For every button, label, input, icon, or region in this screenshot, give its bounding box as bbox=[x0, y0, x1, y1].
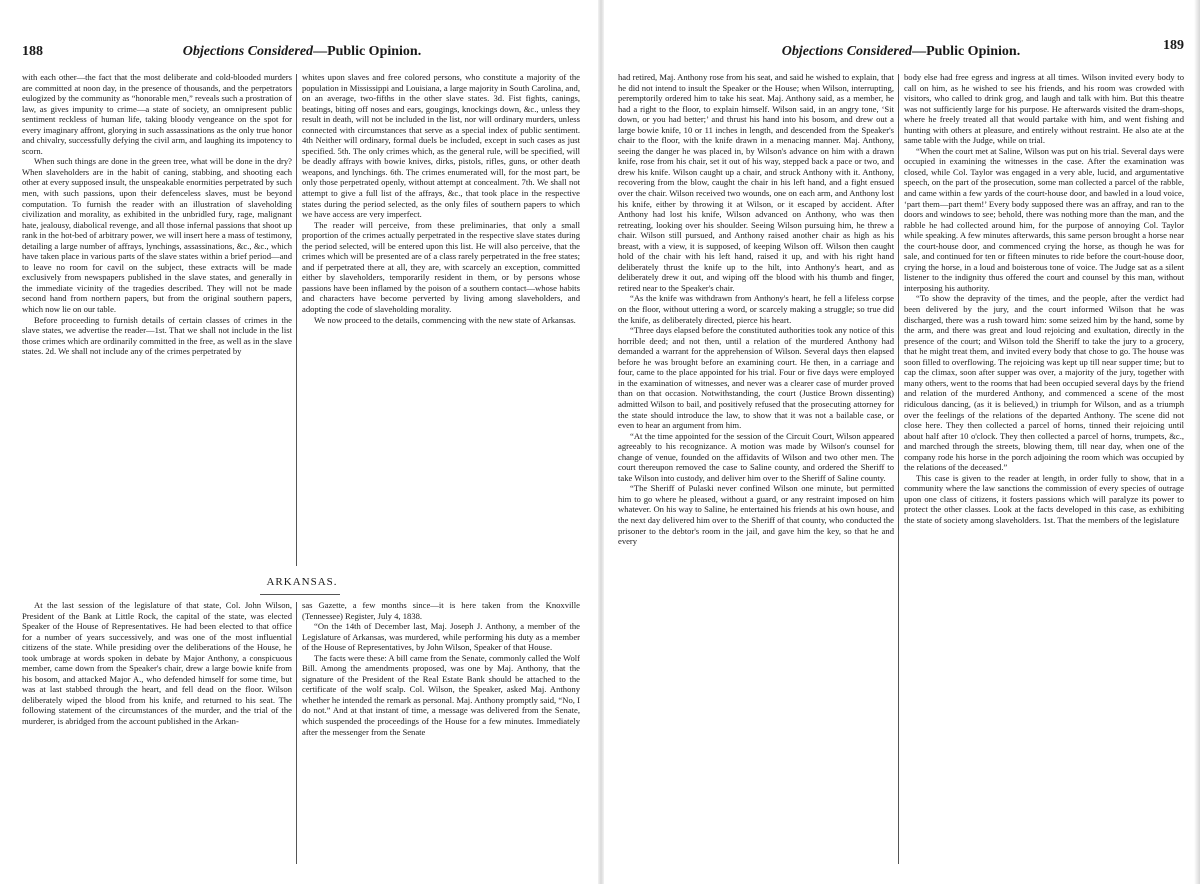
right-column-top bbox=[302, 72, 580, 572]
right-page-header bbox=[618, 38, 1184, 66]
running-title bbox=[618, 44, 1184, 60]
left-column bbox=[618, 72, 894, 872]
left-column-bottom bbox=[22, 600, 292, 870]
left-page bbox=[0, 0, 598, 884]
running-title-main: Objections Considered bbox=[781, 44, 913, 59]
paragraph: sas Gazette, a few months since—it is here taken from the Knoxville (Tennessee) Register, July 4, 1838. bbox=[302, 600, 580, 621]
paragraph: “Three days elapsed before the constituted authorities took any notice of this horrible deed; and not then, until a relation of the murdered Anthony had demanded a warrant for the apprehension of Wilson. Several days then elapsed before he was brought before an examining court. He then, in a carriage and four, came to the place appointed for his trial. Four or five days were employed in the examination of witnesses, and never was a clearer case of murder proved than on that occasion. Notwithstanding, the court (Justice Brown dissenting) admitted Wilson to bail, and positively refused that the prosecuting attorney for the state should introduce the law, to show that it was not a bailable case, or even to hear an argument from him. bbox=[618, 325, 894, 431]
paragraph: When such things are done in the green tree, what will be done in the dry? When slaveholders are in the habit of caning, stabbing, and shooting each other at every supposed insult, the unspeakable enormities perpetrated by such men, with such passions, upon their defenceless slaves, must be beyond computation. To furnish the reader with an illustration of slaveholding civilization and morality, as exhibited in the unbridled fury, rage, malignant hate, jealousy, diabolical revenge, and all those infernal passions that shoot up rank in the hot-bed of arbitrary power, we will insert here a mass of testimony, detailing a large number of affrays, lynchings, assassinations, &c., &c., which have taken place in various parts of the slave states within a brief period—and to leave no room for cavil on the subject, these extracts will be made exclusively from newspapers published in the slave states, and generally in the immediate vicinity of the tragedies described. They will not be made second hand from northern papers, but from the original southern papers, which now lie on our table. bbox=[22, 156, 292, 315]
paragraph: had retired, Maj. Anthony rose from his seat, and said he wished to explain, that he did not intend to insult the Speaker or the House; when Wilson, interrupting, peremptorily ordered him to take his seat. Maj. Anthony said, as a member, he had a right to the floor, to explain himself. Wilson said, in an angry tone, ‘Sit down, or you had better;’ and thrust his hand into his bosom, and drew out a large bowie knife, 10 or 11 inches in length, and descended from the Speaker's chair to the floor, with the knife drawn in a menacing manner. Maj. Anthony, seeing the danger he was placed in, by Wilson's advance on him with a drawn knife, rose from his chair, set it out of his way, stepped back a pace or two, and drew his knife. Wilson caught up a chair, and struck Anthony with it. Anthony, recovering from the blow, caught the chair in his left hand, and a fight ensued over the chair. Wilson received two wounds, one on each arm, and Anthony lost his knife, either by throwing it at Wilson, or it escaped by accident. After Anthony had lost his knife, Wilson advanced on Anthony, who was then retreating, looking over his shoulder. Seeing Wilson pursuing him, he threw a chair. Wilson still pursued, and Anthony raised another chair as high as his breast, with a view, it is supposed, of keeping Wilson off. Wilson then caught hold of the chair with his left hand, raised it up, and with his right hand deliberately thrust the knife up to the hilt, into Anthony's heart, and as deliberately drew it out, and wiping off the blood with his thumb and finger, retired near to the Speaker's chair. bbox=[618, 72, 894, 293]
scan-edge-shadow bbox=[1194, 0, 1200, 884]
paragraph: “When the court met at Saline, Wilson was put on his trial. Several days were occupied in examining the witnesses in the case. After the examination was closed, while Col. Taylor was engaged in a very able, lucid, and argumentative speech, on the part of the prosecution, some man collected a parcel of the rabble, and came within a few yards of the court-house door, and bawled in a loud voice, ‘part them—part them!’ Every body supposed there was an affray, and ran to the doors and windows to see; behold, there was nothing more than the man, and the rabble he had collected around him, for the purpose of annoying Col. Taylor while speaking. A few minutes afterwards, this same person brought a horse near the court-house door, and commenced crying the horse, as though he was for sale, and continued for ten or fifteen minutes to ride before the court-house door, crying the horse, in a loud and boisterous tone of voice. The Judge sat as a silent listener to the indignity thus offered the court and counsel by this man, without interposing his authority. bbox=[904, 145, 1184, 293]
paragraph: “At the time appointed for the session of the Circuit Court, Wilson appeared agreeably to his recognizance. A motion was made by Wilson's counsel for change of venue, founded on the affidavits of Wilson and two other men. The court thereupon removed the case to Saline county, and ordered the Sheriff to take Wilson into custody, and deliver him over to the Sheriff of Saline county. bbox=[618, 430, 894, 483]
heading-rule bbox=[260, 594, 340, 595]
paragraph: body else had free egress and ingress at all times. Wilson invited every body to call on him, as he wished to see his friends, and his room was crowded with visitors, who called to drink grog, and laugh and talk with him. But this theatre was not sufficiently large for his purpose. He afterwards visited the dram-shops, where he freely treated all that would partake with him, and went fishing and hunting with others at pleasure, and entirely without restraint. He also ate at the same table with the Judge, while on trial. bbox=[904, 72, 1184, 146]
paragraph: “As the knife was withdrawn from Anthony's heart, he fell a lifeless corpse on the floor, without uttering a word, or scarcely making a struggle; so true did the knife, as deliberately directed, pierce his heart. bbox=[618, 293, 894, 325]
paragraph: At the last session of the legislature of that state, Col. John Wilson, President of the Bank at Little Rock, the capital of the state, was elected Speaker of the House of Representatives. He had been elected to that office for a number of years successively, and was one of the most influential citizens of the state. While presiding over the deliberations of the House, he took umbrage at words spoken in debate by Major Anthony, a conspicuous member, came down from the Speaker's chair, drew a large bowie knife from his bosom, and attacked Major A., who defended himself for some time, but was at last stabbed through the heart, and fell dead on the floor. Wilson deliberately wiped the blood from his knife, and returned to his seat. The following statement of the circumstances of the murder, and the trial of the murderer, is abridged from the account published in the Arkan- bbox=[22, 600, 292, 727]
left-page-header bbox=[22, 44, 582, 66]
section-heading: ARKANSAS. bbox=[266, 576, 338, 588]
paragraph: “The Sheriff of Pulaski never confined Wilson one minute, but permitted him to go where he pleased, without a guard, or any restraint imposed on him whatever. On his way to Saline, he entertained his friends at his own house, and the next day delivered him over to the Sheriff of that county, who conducted the prisoner to the debtor's room in the jail, and gave him the key, so that he and every bbox=[618, 483, 894, 547]
right-page bbox=[604, 0, 1200, 884]
paragraph: We now proceed to the details, commencing with the new state of Arkansas. bbox=[314, 314, 576, 325]
running-title-sub: —Public Opinion. bbox=[912, 44, 1021, 59]
running-title-main: Objections Considered bbox=[182, 44, 314, 59]
paragraph: Before proceeding to furnish details of certain classes of crimes in the slave states, we advertise the reader—1st. That we shall not include in the list those crimes which are ordinarily committed in the free, as well as in the slave states. 2d. We shall not include any of the crimes perpetrated by bbox=[22, 314, 292, 357]
running-title bbox=[22, 44, 582, 60]
column-divider bbox=[296, 74, 297, 566]
paragraph: The reader will perceive, from these preliminaries, that only a small proportion of the crimes actually perpetrated in the respective slave states during the period selected, will be entered upon this list. He will also perceive, that the crimes which will be presented are of a class rarely perpetrated in the free states; and if perpetrated there at all, they are, with scarcely an exception, committed either by slaveholders, temporarily resident in them, or by persons whose passions have been inflamed by the poison of a southern contact—whose habits and characters have become perverted by living among slaveholders, and adopting the code of slaveholding morality. bbox=[302, 219, 580, 315]
running-title-sub: —Public Opinion. bbox=[313, 44, 422, 59]
column-divider bbox=[898, 74, 899, 864]
page-number: 188 bbox=[22, 44, 43, 59]
paragraph: The facts were these: A bill came from the Senate, commonly called the Wolf Bill. Among the amendments proposed, was one by Maj. Anthony, that the signature of the President of the Real Estate Bank should be attached to the certificate of the wolf scalp. Col. Wilson, the Speaker, asked Maj. Anthony whether he intended the remark as personal. Maj. Anthony promptly said, “No, I do not.” And at that instant of time, a message was delivered from the Senate, which suspended the proceedings of the House for a few minutes. Immediately after the messenger from the Senate bbox=[302, 652, 580, 737]
page-number: 189 bbox=[1163, 38, 1184, 53]
column-divider bbox=[296, 602, 297, 864]
paragraph: with each other—the fact that the most deliberate and cold-blooded murders are committed at noon day, in the presence of thousands, and the perpetrators eulogized by the community as “honorable men,” reveals such a prostration of law, as gives impunity to crime—a state of society, an omnipresent public sentiment reckless of human life, taking bloody vengeance on the spot for every imaginary affront, glorying in such assassinations as the only true honor and chivalry, successfully defying the civil arm, and laughing its impotency to scorn. bbox=[22, 72, 292, 156]
right-column bbox=[904, 72, 1184, 872]
paragraph: This case is given to the reader at length, in order fully to show, that in a community where the law sanctions the commission of every species of outrage upon one class of citizens, it fosters passions which will paralyze its power to protect the other classes. Look at the facts developed in this case, as exhibiting the state of society among slaveholders. 1st. That the members of the legislature bbox=[904, 472, 1184, 525]
right-column-bottom bbox=[302, 600, 580, 870]
paragraph: “On the 14th of December last, Maj. Joseph J. Anthony, a member of the Legislature of Arkansas, was murdered, while performing his duty as a member of the House of Representatives, by John Wilson, Speaker of that House. bbox=[302, 621, 580, 653]
paragraph: “To show the depravity of the times, and the people, after the verdict had been delivered by the jury, and the court informed Wilson that he was discharged, there was a rush toward him: some seized him by the hand, some by the arm, and there was great and loud rejoicing and exultation, directly in the presence of the court; and Wilson told the Sheriff to take the jury to a grocery, that he might treat them, and invited every body that chose to go. The house was soon filled to overflowing. The rejoicing was kept up till near supper time; but to cap the climax, soon after supper was over, a majority of the jury, together with many others, went to the rooms that had been occupied several days by the friend and relation of the murdered Anthony, and commenced a scene of the most ridiculous dancing, (as it is believed,) in triumph for Wilson, and as a triumph over the feelings of the relations of the departed Anthony. The scene did not close here. They then collected a parcel of horns, tinned their rejoicing until about half after 10 o'clock. They then collected a parcel of horns, trumpets, &c., and marched through the streets, blowing them, till near day, when one of the company rode his horse in the porch adjoining the room which was occupied by the relations of the deceased.” bbox=[904, 293, 1184, 473]
left-column-top bbox=[22, 72, 292, 572]
paragraph: whites upon slaves and free colored persons, who constitute a majority of the population in Mississippi and Louisiana, a large majority in South Carolina, and, on an average, two-fifths in the other slave states. 3d. Fist fights, canings, beatings, biting off noses and ears, gougings, knockings down, &c., unless they result in death, will not be included in the list, nor will ordinary murders, unless connected with circumstances that serve as a special index of public sentiment. 4th Neither will ordinary, formal duels be included, except in such cases as just specified. 5th. The only crimes which, as the general rule, will be specified, will be deadly affrays with bowie knives, dirks, pistols, rifles, guns, or other death weapons, and lynchings. 6th. The crimes enumerated will, for the most part, be only those perpetrated openly, without attempt at concealment. 7th. We shall not attempt to give a full list of the affrays, &c., that took place in the respective states during the period selected, as the only files of southern papers to which we have access are very imperfect. bbox=[302, 72, 580, 220]
